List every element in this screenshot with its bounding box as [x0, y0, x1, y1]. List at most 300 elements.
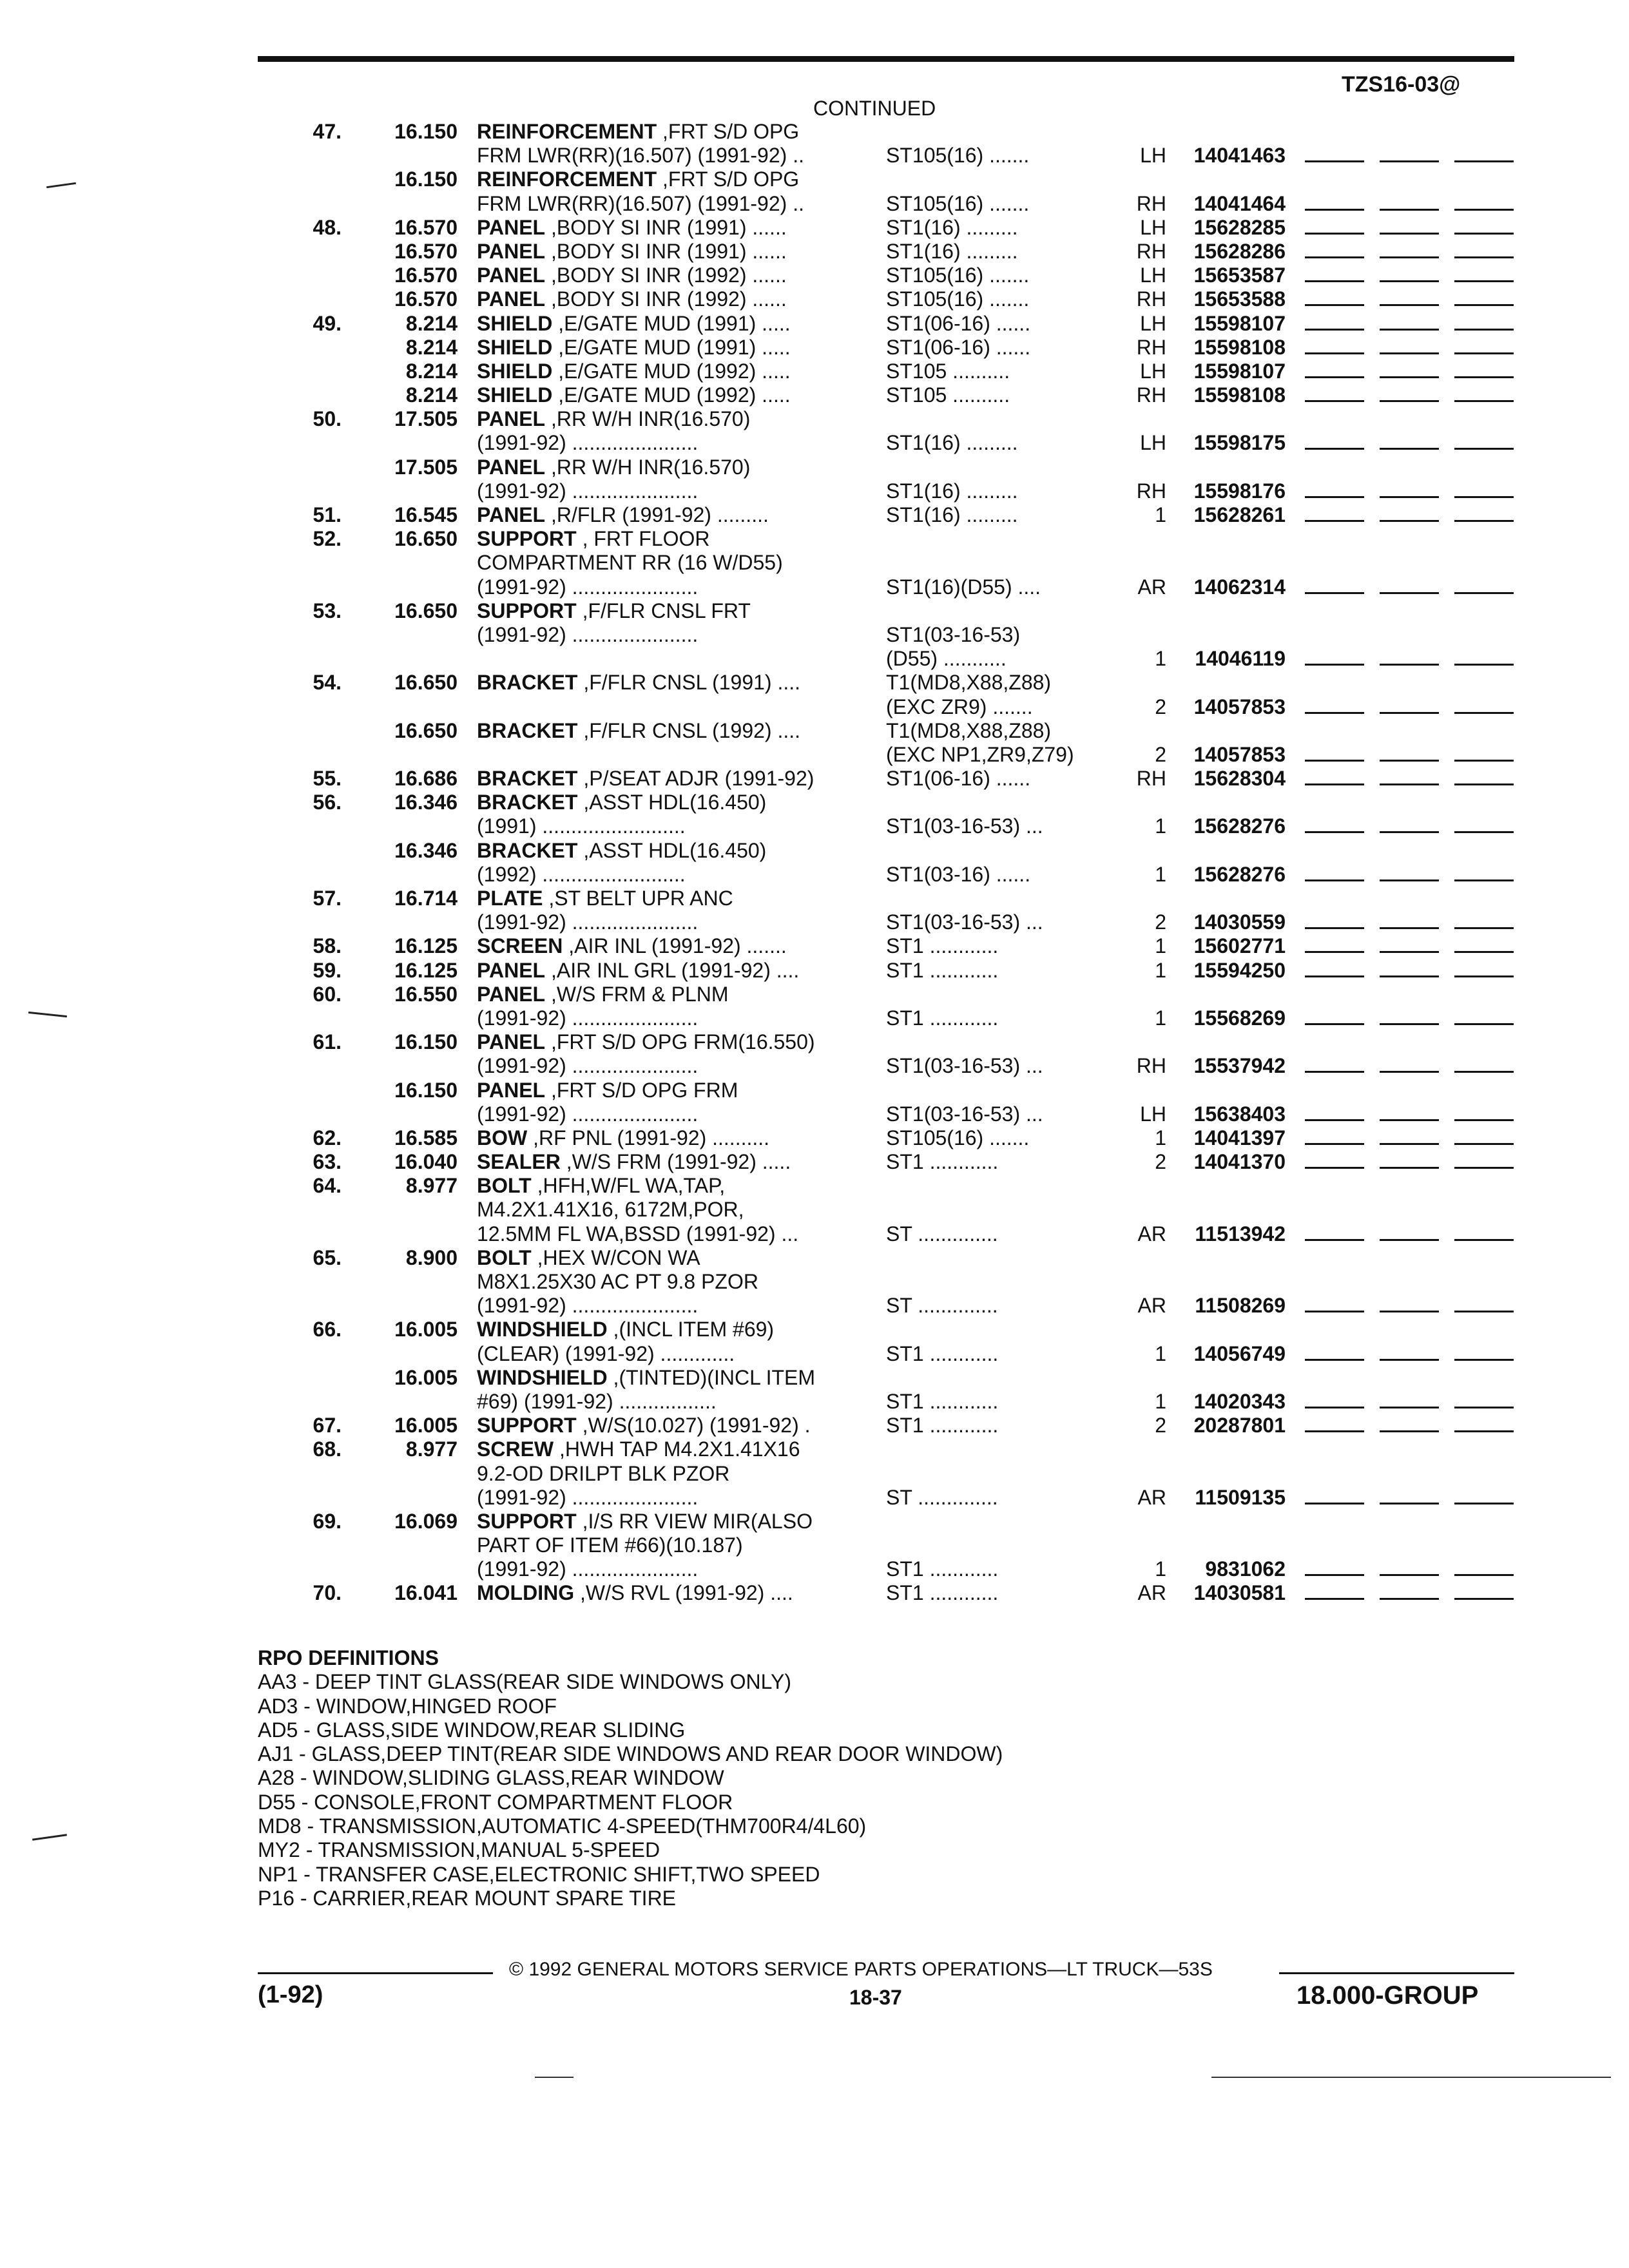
part-description: BRACKET ,P/SEAT ADJR (1991-92) — [477, 767, 815, 791]
table-row — [258, 647, 1514, 671]
part-number: 14041370 — [1193, 1150, 1286, 1174]
part-number: 11509135 — [1195, 1485, 1286, 1509]
order-blanks — [1305, 1126, 1529, 1150]
order-blanks — [1305, 216, 1529, 240]
order-blank-line — [1454, 863, 1514, 881]
illustration-ref: 16.125 — [394, 958, 458, 982]
order-blank-line — [1305, 503, 1364, 522]
model-usage: ST1(16) ......... — [886, 431, 1018, 455]
rpo-definitions — [258, 1646, 1003, 1910]
part-number: 14046119 — [1195, 647, 1286, 671]
part-description: BOW ,RF PNL (1991-92) .......... — [477, 1126, 770, 1149]
part-number: 14041397 — [1193, 1126, 1286, 1149]
quantity: RH — [1136, 383, 1166, 407]
part-number: 15653588 — [1193, 287, 1286, 311]
item-number: 55. — [313, 767, 342, 791]
order-blank-line — [1454, 1557, 1514, 1576]
part-number-cell — [1160, 695, 1540, 719]
part-number: 14057853 — [1193, 742, 1286, 766]
item-number: 65. — [313, 1245, 342, 1269]
table-row — [258, 479, 1514, 503]
order-blank-line — [1305, 1294, 1364, 1312]
order-blank-line — [1380, 814, 1439, 833]
part-name: PLATE — [477, 887, 543, 910]
table-row — [258, 383, 1514, 407]
part-number-cell — [1160, 1390, 1540, 1414]
model-usage: ST1 ............ — [886, 1557, 999, 1581]
rpo-item: AJ1 - GLASS,DEEP TINT(REAR SIDE WINDOWS AND REAR DOOR WINDOW) — [258, 1742, 1003, 1766]
order-blanks — [1305, 503, 1529, 527]
part-number: 15598176 — [1193, 479, 1286, 503]
quantity: RH — [1136, 767, 1166, 791]
document-id: TZS16-03@ — [1342, 72, 1461, 97]
table-row — [258, 887, 1514, 910]
margin-mark — [46, 182, 76, 188]
order-blank-line — [1305, 1390, 1364, 1408]
table-row — [258, 910, 1514, 934]
order-blank-line — [1380, 1054, 1439, 1073]
part-number: 15602771 — [1193, 934, 1286, 958]
part-number-cell — [1160, 144, 1540, 168]
order-blank-line — [1305, 431, 1364, 450]
order-blank-line — [1305, 1486, 1364, 1504]
part-description: SUPPORT ,W/S(10.027) (1991-92) . — [477, 1414, 811, 1437]
order-blanks — [1305, 647, 1529, 671]
part-description: (1991-92) ...................... — [477, 575, 699, 599]
order-blanks — [1305, 1390, 1529, 1414]
model-usage: T1(MD8,X88,Z88) — [886, 718, 1052, 742]
table-row — [258, 168, 1514, 191]
order-blank-line — [1305, 910, 1364, 929]
order-blank-line — [1454, 1294, 1514, 1312]
model-usage: ST1 ............ — [886, 934, 999, 958]
part-description: (1992) ......................... — [477, 862, 686, 886]
order-blanks — [1305, 575, 1529, 599]
order-blank-line — [1380, 1126, 1439, 1145]
part-number-cell — [1160, 264, 1540, 287]
quantity: 2 — [1155, 742, 1166, 766]
item-number: 66. — [313, 1318, 342, 1341]
part-name: BRACKET — [477, 671, 578, 695]
order-blank-line — [1380, 287, 1439, 306]
part-name: SHIELD — [477, 359, 553, 383]
part-name: SHIELD — [477, 335, 553, 359]
part-description: BOLT ,HFH,W/FL WA,TAP, — [477, 1174, 726, 1198]
model-usage: ST1(03-16-53) ... — [886, 910, 1043, 934]
part-name: PANEL — [477, 264, 546, 287]
part-name: SHIELD — [477, 311, 553, 335]
group-label: 18.000-GROUP — [1296, 1981, 1479, 2010]
part-description: (1991-92) ...................... — [477, 1557, 699, 1581]
table-row — [258, 192, 1514, 216]
quantity: 1 — [1155, 503, 1166, 526]
model-usage: ST1 ............ — [886, 1150, 999, 1174]
order-blank-line — [1454, 1006, 1514, 1025]
quantity: 1 — [1155, 814, 1166, 838]
footer-date: (1-92) — [258, 1981, 323, 2008]
illustration-ref: 8.214 — [405, 311, 458, 335]
table-row — [258, 719, 1514, 743]
model-usage: T1(MD8,X88,Z88) — [886, 671, 1052, 695]
part-number: 14041464 — [1193, 191, 1286, 215]
part-number: 15628276 — [1193, 814, 1286, 838]
order-blank-line — [1380, 431, 1439, 450]
part-description: SCREW ,HWH TAP M4.2X1.41X16 — [477, 1437, 800, 1461]
table-row — [258, 1294, 1514, 1318]
part-description: BRACKET ,ASST HDL(16.450) — [477, 791, 767, 814]
illustration-ref: 16.005 — [394, 1365, 458, 1389]
part-number-cell — [1160, 360, 1540, 383]
order-blank-line — [1305, 647, 1364, 666]
part-number: 15594250 — [1193, 958, 1286, 982]
illustration-ref: 16.550 — [394, 982, 458, 1006]
order-blank-line — [1305, 1581, 1364, 1600]
part-number: 14030559 — [1193, 910, 1286, 934]
part-description: (1991-92) ...................... — [477, 1102, 699, 1126]
table-row — [258, 839, 1514, 863]
part-description: (1991-92) ...................... — [477, 910, 699, 934]
part-number-cell — [1160, 1557, 1540, 1581]
part-number-cell — [1160, 431, 1540, 455]
model-usage: ST1(16) ......... — [886, 479, 1018, 503]
order-blank-line — [1305, 240, 1364, 258]
quantity: LH — [1140, 215, 1166, 239]
illustration-ref: 16.686 — [394, 767, 458, 791]
order-blank-line — [1380, 1150, 1439, 1169]
table-row — [258, 791, 1514, 814]
part-number-cell — [1160, 910, 1540, 934]
table-row — [258, 814, 1514, 838]
part-number: 11513942 — [1195, 1222, 1286, 1245]
table-row — [258, 360, 1514, 383]
part-number: 15638403 — [1193, 1102, 1286, 1126]
illustration-ref: 16.650 — [394, 599, 458, 622]
table-row — [258, 264, 1514, 287]
table-row — [258, 1006, 1514, 1030]
model-usage: (EXC NP1,ZR9,Z79) — [886, 742, 1074, 766]
margin-mark — [28, 1012, 67, 1017]
rpo-item: NP1 - TRANSFER CASE,ELECTRONIC SHIFT,TWO SPEED — [258, 1862, 820, 1886]
part-name: PANEL — [477, 503, 546, 526]
part-number-cell — [1160, 336, 1540, 360]
item-number: 59. — [313, 958, 342, 982]
order-blank-line — [1305, 959, 1364, 977]
model-usage: ST1(16) ......... — [886, 503, 1018, 526]
part-name: SUPPORT — [477, 1414, 577, 1437]
quantity: 2 — [1155, 1414, 1166, 1437]
order-blank-line — [1454, 287, 1514, 306]
part-name: SUPPORT — [477, 527, 577, 551]
table-row — [258, 1342, 1514, 1366]
part-number-cell — [1160, 1222, 1540, 1246]
quantity: 1 — [1155, 958, 1166, 982]
part-number: 15537942 — [1193, 1054, 1286, 1078]
order-blank-line — [1305, 695, 1364, 714]
order-blanks — [1305, 743, 1529, 767]
illustration-ref: 17.505 — [394, 455, 458, 479]
model-usage: ST1(03-16-53) ... — [886, 814, 1043, 838]
part-number: 15653587 — [1193, 264, 1286, 287]
model-usage: ST1(03-16-53) ... — [886, 1054, 1043, 1078]
order-blank-line — [1380, 575, 1439, 594]
table-row — [258, 934, 1514, 958]
part-number-cell — [1160, 1342, 1540, 1366]
quantity: RH — [1136, 191, 1166, 215]
table-row — [258, 527, 1514, 551]
illustration-ref: 16.570 — [394, 287, 458, 311]
model-usage: ST1(03-16-53) ... — [886, 1102, 1043, 1126]
item-number: 53. — [313, 599, 342, 622]
part-name: BRACKET — [477, 791, 578, 814]
order-blank-line — [1454, 192, 1514, 211]
order-blank-line — [1380, 1414, 1439, 1432]
model-usage: ST1 ............ — [886, 1389, 999, 1413]
illustration-ref: 16.005 — [394, 1414, 458, 1437]
order-blank-line — [1454, 312, 1514, 331]
order-blank-line — [1454, 743, 1514, 762]
quantity: 2 — [1155, 695, 1166, 718]
model-usage: ST1(03-16) ...... — [886, 862, 1031, 886]
table-row — [258, 695, 1514, 719]
order-blank-line — [1380, 264, 1439, 282]
part-number-cell — [1160, 503, 1540, 527]
part-name: PANEL — [477, 958, 546, 982]
part-description: SCREEN ,AIR INL (1991-92) ....... — [477, 934, 787, 958]
part-name: BOLT — [477, 1245, 532, 1269]
item-number: 57. — [313, 887, 342, 910]
table-row — [258, 551, 1514, 575]
part-number-cell — [1160, 1054, 1540, 1078]
model-usage: ST1(16) ......... — [886, 215, 1018, 239]
part-description: WINDSHIELD ,(TINTED)(INCL ITEM — [477, 1365, 815, 1389]
table-row — [258, 1150, 1514, 1174]
order-blanks — [1305, 240, 1529, 264]
table-row — [258, 1414, 1514, 1437]
order-blank-line — [1380, 934, 1439, 953]
item-number: 61. — [313, 1030, 342, 1054]
item-number: 62. — [313, 1126, 342, 1149]
order-blank-line — [1380, 216, 1439, 235]
scan-mark — [535, 2077, 574, 2078]
model-usage: ST105(16) ....... — [886, 1126, 1030, 1149]
quantity: 2 — [1155, 1150, 1166, 1174]
order-blank-line — [1380, 910, 1439, 929]
footer-rule-right — [1279, 1972, 1514, 1974]
order-blank-line — [1380, 1006, 1439, 1025]
order-blank-line — [1454, 910, 1514, 929]
table-row — [258, 1246, 1514, 1270]
illustration-ref: 16.545 — [394, 503, 458, 526]
part-name: PANEL — [477, 239, 546, 263]
quantity: 1 — [1155, 1341, 1166, 1365]
part-name: SHIELD — [477, 383, 553, 407]
order-blank-line — [1305, 767, 1364, 785]
illustration-ref: 8.900 — [405, 1245, 458, 1269]
order-blanks — [1305, 1557, 1529, 1581]
order-blank-line — [1454, 1150, 1514, 1169]
table-row — [258, 1557, 1514, 1581]
order-blank-line — [1380, 192, 1439, 211]
part-number: 15598107 — [1193, 311, 1286, 335]
model-usage: ST .............. — [886, 1222, 998, 1245]
illustration-ref: 16.150 — [394, 168, 458, 191]
part-number-cell — [1160, 575, 1540, 599]
part-number-cell — [1160, 934, 1540, 958]
quantity: 1 — [1155, 1006, 1166, 1030]
part-number: 15628286 — [1193, 239, 1286, 263]
table-row — [258, 407, 1514, 431]
part-description: SEALER ,W/S FRM (1991-92) ..... — [477, 1150, 791, 1174]
illustration-ref: 16.150 — [394, 1078, 458, 1102]
quantity: AR — [1137, 575, 1166, 599]
item-number: 52. — [313, 527, 342, 551]
item-number: 68. — [313, 1437, 342, 1461]
order-blanks — [1305, 192, 1529, 216]
part-description: (1991-92) ...................... — [477, 1294, 699, 1318]
part-number-cell — [1160, 312, 1540, 336]
part-number-cell — [1160, 287, 1540, 311]
order-blank-line — [1454, 216, 1514, 235]
part-description: SUPPORT ,I/S RR VIEW MIR(ALSO — [477, 1509, 813, 1533]
part-description: (1991-92) ...................... — [477, 1054, 699, 1078]
rpo-item: D55 - CONSOLE,FRONT COMPARTMENT FLOOR — [258, 1790, 733, 1814]
order-blanks — [1305, 312, 1529, 336]
order-blank-line — [1454, 1581, 1514, 1600]
model-usage: ST1 ............ — [886, 958, 999, 982]
order-blanks — [1305, 1581, 1529, 1605]
table-row — [258, 623, 1514, 647]
part-description: 12.5MM FL WA,BSSD (1991-92) ... — [477, 1222, 799, 1245]
order-blank-line — [1380, 312, 1439, 331]
illustration-ref: 8.977 — [405, 1437, 458, 1461]
part-number-cell — [1160, 1102, 1540, 1126]
model-usage: ST1(06-16) ...... — [886, 311, 1031, 335]
rpo-item: A28 - WINDOW,SLIDING GLASS,REAR WINDOW — [258, 1766, 724, 1790]
order-blanks — [1305, 336, 1529, 360]
table-row — [258, 1390, 1514, 1414]
order-blank-line — [1454, 934, 1514, 953]
table-row — [258, 1318, 1514, 1341]
part-number: 15628276 — [1193, 862, 1286, 886]
part-description: FRM LWR(RR)(16.507) (1991-92) .. — [477, 144, 804, 168]
part-description: PANEL ,AIR INL GRL (1991-92) .... — [477, 958, 800, 982]
part-description: SHIELD ,E/GATE MUD (1992) ..... — [477, 383, 791, 407]
part-number-cell — [1160, 1126, 1540, 1150]
model-usage: ST105(16) ....... — [886, 144, 1030, 168]
illustration-ref: 16.714 — [394, 887, 458, 910]
order-blank-line — [1305, 1150, 1364, 1169]
order-blank-line — [1305, 1342, 1364, 1361]
quantity: 1 — [1155, 1389, 1166, 1413]
part-number: 15598108 — [1193, 383, 1286, 407]
order-blank-line — [1454, 240, 1514, 258]
order-blank-line — [1380, 743, 1439, 762]
item-number: 64. — [313, 1174, 342, 1198]
order-blank-line — [1380, 479, 1439, 498]
part-name: BRACKET — [477, 767, 578, 791]
part-number: 15598107 — [1193, 359, 1286, 383]
item-number: 63. — [313, 1150, 342, 1174]
quantity: AR — [1137, 1581, 1166, 1605]
part-name: SCREW — [477, 1437, 554, 1461]
table-row — [258, 287, 1514, 311]
illustration-ref: 16.125 — [394, 934, 458, 958]
order-blank-line — [1305, 934, 1364, 953]
item-number: 54. — [313, 671, 342, 695]
part-name: BOLT — [477, 1174, 532, 1198]
order-blank-line — [1454, 814, 1514, 833]
part-number-cell — [1160, 1581, 1540, 1605]
part-description: (1991) ......................... — [477, 814, 686, 838]
illustration-ref: 16.041 — [394, 1581, 458, 1605]
order-blank-line — [1305, 863, 1364, 881]
illustration-ref: 16.650 — [394, 527, 458, 551]
table-row — [258, 1437, 1514, 1461]
order-blanks — [1305, 383, 1529, 407]
order-blank-line — [1380, 503, 1439, 522]
order-blank-line — [1305, 1222, 1364, 1241]
part-name: SCREEN — [477, 934, 563, 958]
order-blank-line — [1305, 192, 1364, 211]
table-row — [258, 983, 1514, 1006]
model-usage: ST1 ............ — [886, 1414, 999, 1437]
order-blank-line — [1454, 695, 1514, 714]
table-row — [258, 216, 1514, 240]
table-row — [258, 1030, 1514, 1054]
part-number: 15598108 — [1193, 335, 1286, 359]
order-blank-line — [1380, 336, 1439, 354]
model-usage: ST105 .......... — [886, 383, 1010, 407]
quantity: AR — [1137, 1222, 1166, 1245]
part-name: BOW — [477, 1126, 528, 1149]
part-number: 14020343 — [1193, 1389, 1286, 1413]
order-blank-line — [1454, 144, 1514, 162]
part-number-cell — [1160, 383, 1540, 407]
table-row — [258, 1462, 1514, 1486]
footer-copyright: © 1992 GENERAL MOTORS SERVICE PARTS OPERATIONS—LT TRUCK—53S — [509, 1959, 1213, 1980]
order-blank-line — [1454, 767, 1514, 785]
part-number: 14062314 — [1193, 575, 1286, 599]
order-blanks — [1305, 910, 1529, 934]
quantity: 1 — [1155, 934, 1166, 958]
continued-label: CONTINUED — [813, 97, 936, 120]
table-row — [258, 671, 1514, 695]
part-description: PANEL ,FRT S/D OPG FRM — [477, 1078, 738, 1102]
table-row — [258, 1126, 1514, 1150]
order-blank-line — [1380, 767, 1439, 785]
table-row — [258, 743, 1514, 767]
part-name: PANEL — [477, 407, 546, 431]
item-number: 56. — [313, 791, 342, 814]
part-number-cell — [1160, 1414, 1540, 1437]
table-row — [258, 336, 1514, 360]
model-usage: ST1(06-16) ...... — [886, 335, 1031, 359]
order-blank-line — [1454, 1390, 1514, 1408]
order-blank-line — [1380, 1342, 1439, 1361]
item-number: 47. — [313, 120, 342, 143]
part-description: SUPPORT , FRT FLOOR — [477, 527, 710, 551]
part-number-cell — [1160, 743, 1540, 767]
order-blank-line — [1454, 1414, 1514, 1432]
model-usage: ST .............. — [886, 1485, 998, 1509]
order-blank-line — [1454, 575, 1514, 594]
part-number: 14041463 — [1193, 144, 1286, 168]
rpo-item: AD3 - WINDOW,HINGED ROOF — [258, 1694, 557, 1718]
table-row — [258, 1079, 1514, 1102]
order-blanks — [1305, 1222, 1529, 1246]
part-number-cell — [1160, 814, 1540, 838]
order-blank-line — [1305, 216, 1364, 235]
